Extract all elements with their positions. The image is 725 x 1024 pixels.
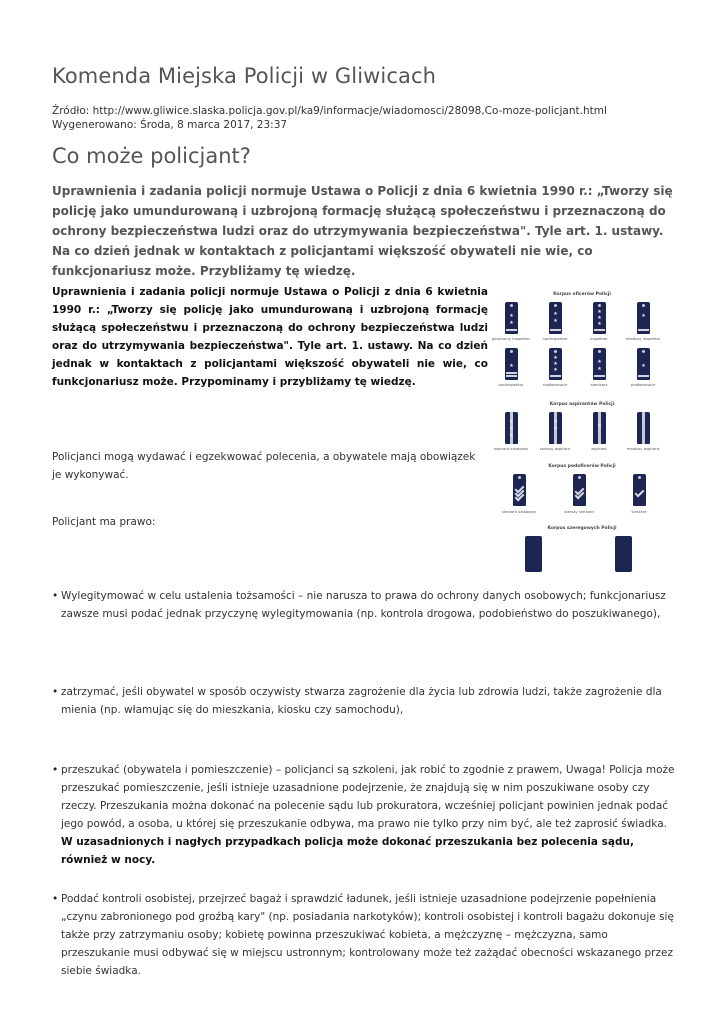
rank-label: nadkomisarz — [542, 382, 568, 387]
strap-inspektor: ★ ★ ★ — [593, 302, 606, 334]
document-meta — [52, 104, 607, 132]
rank-label: inspektor — [590, 336, 608, 341]
generated-line: Wygenerowano: Środa, 8 marca 2017, 23:37 — [52, 119, 288, 131]
list-item-bold-text: W uzasadnionych i nagłych przypadkach policja może dokonać przeszukania bez polecenia sądu, również w nocy. — [61, 836, 634, 866]
strap-mlodszy-inspektor: ★ — [637, 302, 650, 334]
section-label-privates: Korpus szeregowych Policji — [547, 526, 617, 531]
list-item — [52, 683, 677, 719]
article-lead: Uprawnienia i zadania policji normuje Ustawa o Policji z dnia 6 kwietnia 1990 r.: „Tworzy się policję jako umundurowaną i uzbrojoną formację służącą społeczeństwu i przeznaczoną do ochrony bezpieczeństwa ludzi oraz do utrzymywania bezpieczeństwa". Tyle art. 1. ustawy. Na co dzień jednak w kontaktach z policjantami większość obywateli nie wie, co funkcjonariusz może. Przybliżamy tę wiedzę. — [52, 184, 673, 278]
list-item-text: Wylegitymować w celu ustalenia tożsamości – nie narusza to prawa do ochrony danych osobowych; funkcjonariusz zawsze musi podać jednak przyczynę wylegitymowania (np. kontrola drogowa, podobieństwo do poszukiwanego), — [61, 590, 666, 620]
article-title: Co może policjant? — [52, 144, 251, 168]
list-item-text: przeszukać (obywatela i pomieszczenie) – policjanci są szkoleni, jak robić to zgodnie z prawem, Uwaga! Policja może przeszukać pomieszczenie, jeśli istnieje uzasadnione podejrzenie, że znajdują się w nim poszukiwane osoby czy rzeczy. Przeszukania można dokonać na polecenie sądu lub prokuratora, wcześniej policjant powinien jednak podać jego powód, a osoba, u której się przeszukanie odbywa, ma prawo nie tylko przy nim być, ale też zaprosić świadka. — [61, 764, 675, 830]
rank-label: młodszy inspektor — [625, 336, 661, 341]
strap-sierzant-sztabowy — [513, 474, 526, 506]
strap-aspirant-sztabowy: ★ ★ ★ — [505, 412, 518, 444]
rank-label: aspirant sztabowy — [493, 446, 529, 451]
strap-podkomisarz: ★ — [637, 348, 650, 380]
rank-label: nadinspektor — [542, 336, 568, 341]
strap-aspirant: ★ — [593, 412, 606, 444]
rank-label: starszy sierżant — [564, 509, 594, 514]
police-ranks-image — [487, 290, 677, 575]
section-label-aspirants: Korpus aspirantów Policji — [549, 402, 615, 407]
source-line: Źródło: http://www.gliwice.slaska.policja.gov.pl/ka9/informacje/wiadomosci/28098,Co-moze-policjant.html — [52, 105, 607, 117]
strap-sierzant — [633, 474, 646, 506]
rank-label: generalny inspektor — [491, 336, 531, 341]
rank-label: sierżant sztabowy — [501, 509, 537, 514]
list-item-text: Poddać kontroli osobistej, przejrzeć bagaż i sprawdzić ładunek, jeśli istnieje uzasadnione podejrzenie popełnienia „czynu zabronionego pod groźbą kary" (np. posiadania narkotyków); kontroli osobistej i kontroli bagażu dokonuje się także przy zatrzymaniu osoby; kobietę powinna przeszukiwać kobieta, a mężczyznę – mężczyzna, samo przeszukanie musi odbywać się w miejscu ustronnym; kontrolowany może też zażądać obecności wskazanego przez siebie świadka. — [61, 893, 674, 977]
rank-label: sierżant — [631, 509, 647, 514]
section-label-nco: Korpus podoficerów Policji — [548, 464, 616, 469]
article-intro: Uprawnienia i zadania policji normuje Ustawa o Policji z dnia 6 kwietnia 1990 r.: „Tworzy się policję jako umundurowaną i uzbrojoną formację służącą społeczeństwu i przeznaczoną do ochrony bezpieczeństwa ludzi oraz do utrzymywania bezpieczeństwa". Tyle art. 1. ustawy. Na co dzień jednak w kontaktach z policjantami większość obywateli nie wie, co funkcjonariusz może. Przypominamy i przybliżamy tę wiedzę. — [52, 286, 488, 388]
strap-nadinspektor: ★ ★ — [549, 302, 562, 334]
strap-szeregowy-1 — [525, 536, 542, 572]
strap-starszy-sierzant — [573, 474, 586, 506]
list-item — [52, 890, 677, 980]
list-item — [52, 761, 677, 869]
rank-label: aspirant — [591, 446, 607, 451]
strap-generalny-inspektor: ★ ★ — [505, 302, 518, 334]
strap-nadkomisarz: ★ ★ ★ — [549, 348, 562, 380]
strap-starszy-aspirant: ★ ★ — [549, 412, 562, 444]
paragraph-orders: Policjanci mogą wydawać i egzekwować polecenia, a obywatele mają obowiązek je wykonywać. — [52, 451, 476, 481]
strap-komisarz: ★ ★ — [593, 348, 606, 380]
rank-label: podinspektor — [498, 382, 524, 387]
strap-mlodszy-aspirant — [637, 412, 650, 444]
site-title: Komenda Miejska Policji w Gliwicach — [52, 64, 437, 88]
rank-label: młodszy aspirant — [626, 446, 660, 451]
list-item-text: zatrzymać, jeśli obywatel w sposób oczywisty stwarza zagrożenie dla życia lub zdrowia ludzi, także zagrożenie dla mienia (np. włamując się do mieszkania, kiosku czy samochodu), — [61, 686, 662, 716]
rank-label: podkomisarz — [630, 382, 656, 387]
paragraph-rights-heading: Policjant ma prawo: — [52, 516, 156, 528]
strap-podinspektor: ★ — [505, 348, 518, 380]
strap-szeregowy-2 — [615, 536, 632, 572]
rank-label: starszy aspirant — [539, 446, 571, 451]
list-item — [52, 587, 677, 623]
section-label-officers: Korpus oficerów Policji — [553, 292, 611, 297]
rank-label: komisarz — [590, 382, 608, 387]
